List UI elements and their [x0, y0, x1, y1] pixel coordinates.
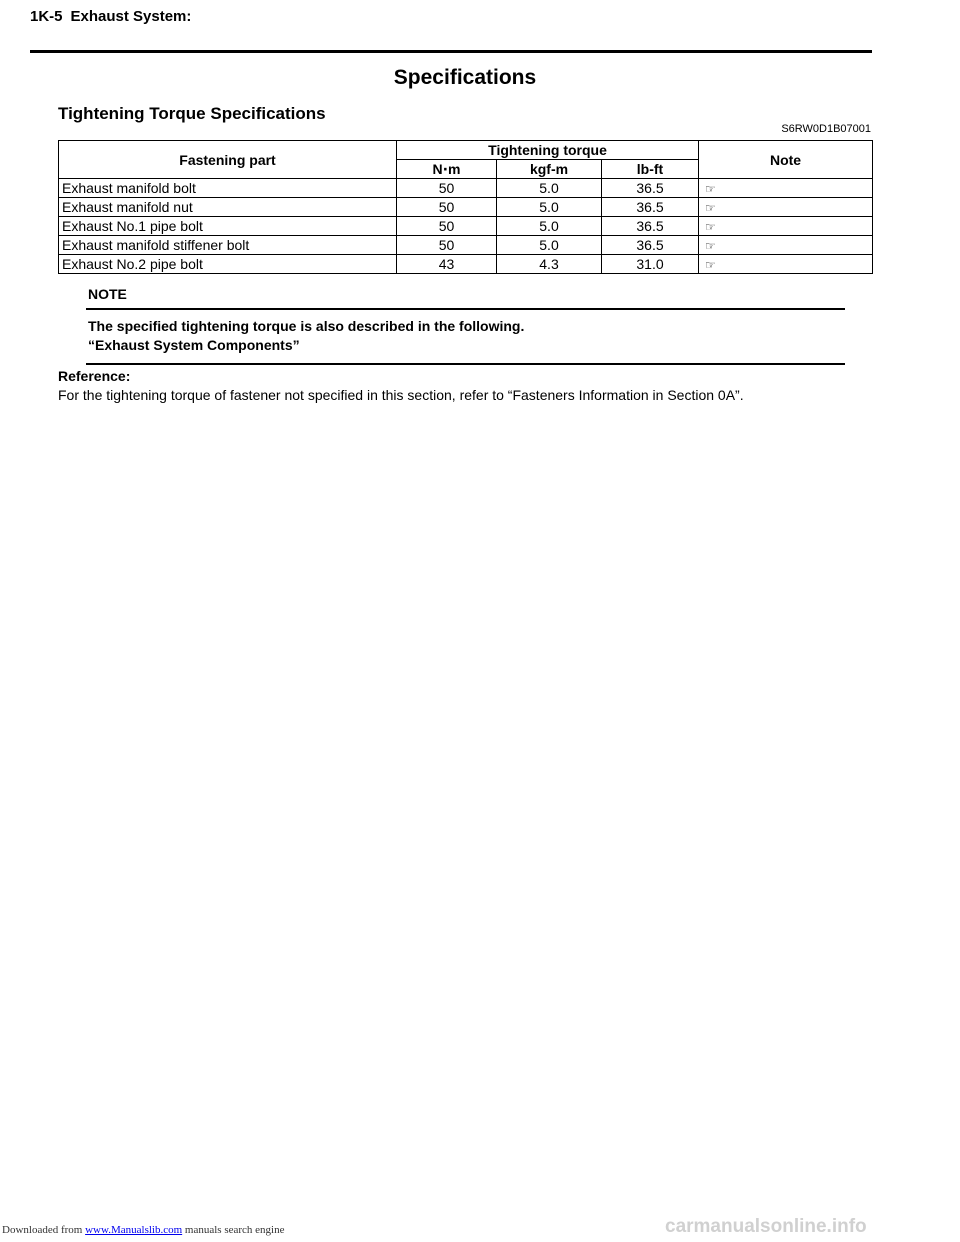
cell-part: Exhaust manifold bolt: [59, 179, 397, 198]
pointing-hand-icon[interactable]: ☞: [705, 220, 716, 234]
cell-part: Exhaust manifold stiffener bolt: [59, 236, 397, 255]
note-body: [86, 310, 845, 363]
cell-part: Exhaust No.2 pipe bolt: [59, 255, 397, 274]
cell-lbft: 36.5: [602, 179, 699, 198]
section-number: 1K-5: [30, 8, 63, 25]
cell-nm: 43: [397, 255, 497, 274]
section-code: S6RW0D1B07001: [781, 123, 871, 135]
pointing-hand-icon[interactable]: ☞: [705, 182, 716, 196]
header-rule: [30, 50, 872, 53]
table-header-row: [59, 141, 873, 160]
table-row: [59, 236, 873, 255]
footer-prefix: Downloaded from: [2, 1224, 83, 1236]
header-text: [30, 8, 191, 25]
footer-manualslib-link[interactable]: www.Manualslib.com: [85, 1224, 183, 1236]
header-tightening-torque: Tightening torque: [397, 141, 699, 160]
note-heading: NOTE: [88, 286, 127, 302]
pointing-hand-icon[interactable]: ☞: [705, 201, 716, 215]
cell-lbft: 31.0: [602, 255, 699, 274]
cell-lbft: 36.5: [602, 217, 699, 236]
table-row: [59, 198, 873, 217]
header-unit-nm: N⋅m: [397, 160, 497, 179]
page-header: [30, 6, 872, 46]
section-name: Exhaust System:: [70, 8, 192, 25]
cell-kgfm: 5.0: [497, 179, 602, 198]
cell-part: Exhaust No.1 pipe bolt: [59, 217, 397, 236]
header-note: Note: [699, 141, 873, 179]
torque-spec-table: [58, 140, 873, 274]
cell-note[interactable]: [699, 236, 873, 255]
table-row: [59, 217, 873, 236]
header-fastening-part: Fastening part: [59, 141, 397, 179]
cell-nm: 50: [397, 236, 497, 255]
note-line-1: The specified tightening torque is also described in the following.: [88, 318, 525, 334]
cell-part: Exhaust manifold nut: [59, 198, 397, 217]
footer-download-note: [2, 1224, 284, 1236]
note-rule-bottom: [86, 363, 845, 365]
header-unit-lbft: lb-ft: [602, 160, 699, 179]
cell-nm: 50: [397, 198, 497, 217]
cell-note[interactable]: [699, 179, 873, 198]
reference-block: [58, 367, 878, 405]
cell-kgfm: 5.0: [497, 236, 602, 255]
table-row: [59, 255, 873, 274]
table-row: [59, 179, 873, 198]
reference-label: Reference:: [58, 368, 131, 384]
cell-note[interactable]: [699, 198, 873, 217]
header-unit-kgfm: kgf-m: [497, 160, 602, 179]
reference-text[interactable]: For the tightening torque of fastener not specified in this section, refer to “Fasteners Information in Section 0A”.: [58, 387, 744, 403]
cell-lbft: 36.5: [602, 198, 699, 217]
cell-nm: 50: [397, 217, 497, 236]
section-title: Tightening Torque Specifications: [58, 104, 326, 123]
cell-kgfm: 5.0: [497, 217, 602, 236]
cell-kgfm: 5.0: [497, 198, 602, 217]
page-footer: [0, 1216, 960, 1242]
cell-note[interactable]: [699, 255, 873, 274]
pointing-hand-icon[interactable]: ☞: [705, 258, 716, 272]
footer-watermark: carmanualsonline.info: [665, 1216, 867, 1237]
pointing-hand-icon[interactable]: ☞: [705, 239, 716, 253]
cell-kgfm: 4.3: [497, 255, 602, 274]
note-line-2[interactable]: “Exhaust System Components”: [88, 337, 300, 353]
cell-note[interactable]: [699, 217, 873, 236]
cell-lbft: 36.5: [602, 236, 699, 255]
cell-nm: 50: [397, 179, 497, 198]
footer-suffix: manuals search engine: [184, 1224, 285, 1236]
note-box: [86, 286, 845, 365]
page-title: Specifications: [393, 66, 537, 89]
